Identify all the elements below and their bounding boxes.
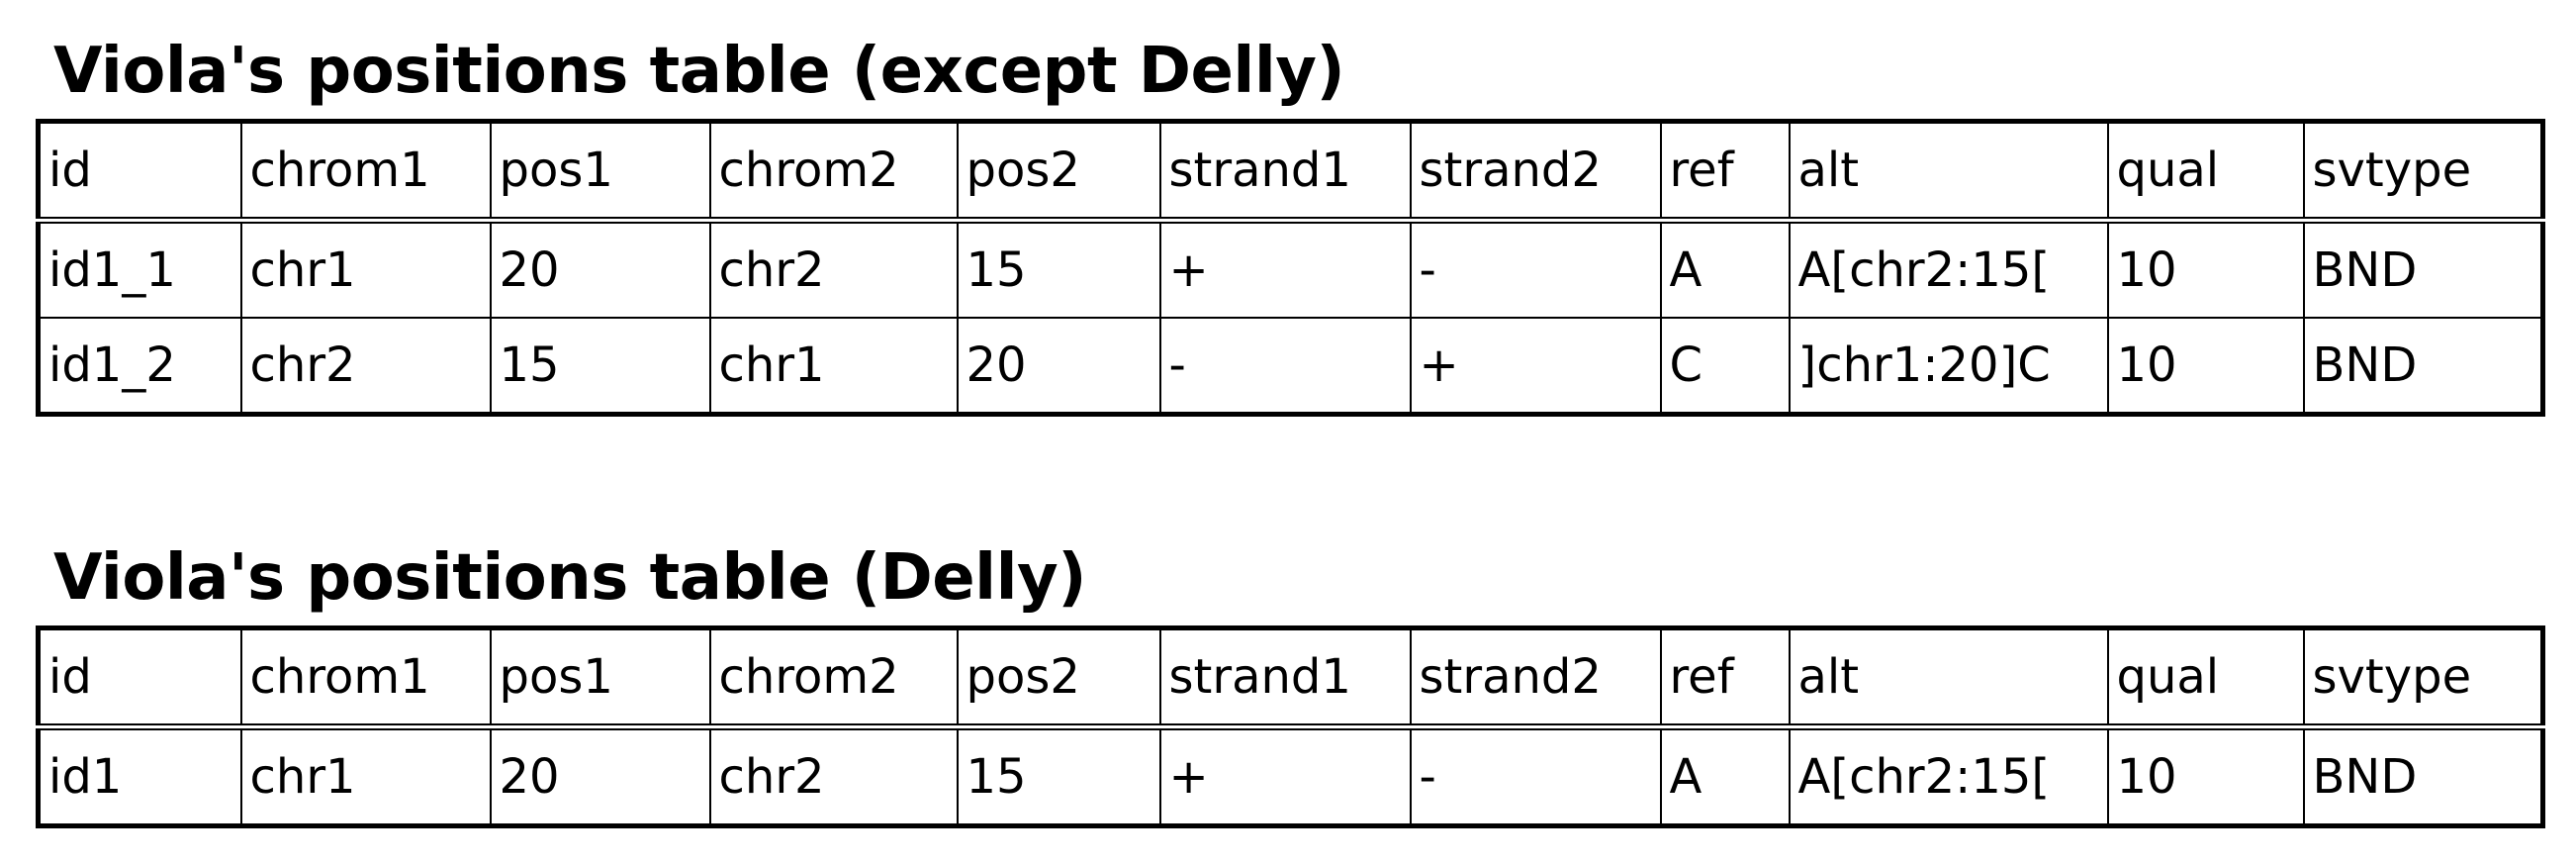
cell: A[chr2:15[ bbox=[1790, 221, 2108, 319]
cell: A bbox=[1661, 727, 1790, 826]
cell: - bbox=[1160, 318, 1411, 415]
column-header: svtype bbox=[2304, 122, 2543, 221]
column-header: pos2 bbox=[958, 628, 1160, 727]
cell: - bbox=[1411, 727, 1661, 826]
column-header: strand2 bbox=[1411, 628, 1661, 727]
table-row bbox=[39, 727, 2543, 826]
cell: id1_2 bbox=[39, 318, 241, 415]
cell: chr1 bbox=[710, 318, 958, 415]
column-header: chrom2 bbox=[710, 122, 958, 221]
column-header: strand1 bbox=[1160, 628, 1411, 727]
cell: chr2 bbox=[710, 727, 958, 826]
cell: C bbox=[1661, 318, 1790, 415]
cell: chr2 bbox=[710, 221, 958, 319]
cell: BND bbox=[2304, 727, 2543, 826]
column-header: ref bbox=[1661, 122, 1790, 221]
section-title: Viola's positions table (except Delly) bbox=[53, 35, 1345, 108]
positions-table bbox=[36, 625, 2545, 828]
cell: + bbox=[1160, 221, 1411, 319]
column-header: id bbox=[39, 122, 241, 221]
cell: chr2 bbox=[241, 318, 491, 415]
cell: + bbox=[1160, 727, 1411, 826]
column-header: chrom1 bbox=[241, 628, 491, 727]
column-header: strand1 bbox=[1160, 122, 1411, 221]
cell: BND bbox=[2304, 221, 2543, 319]
cell: 15 bbox=[958, 221, 1160, 319]
positions-table bbox=[36, 119, 2545, 417]
column-header: chrom1 bbox=[241, 122, 491, 221]
cell: BND bbox=[2304, 318, 2543, 415]
column-header: qual bbox=[2108, 628, 2304, 727]
cell: - bbox=[1411, 221, 1661, 319]
column-header: alt bbox=[1790, 122, 2108, 221]
cell: A bbox=[1661, 221, 1790, 319]
header-row bbox=[39, 628, 2543, 727]
column-header: id bbox=[39, 628, 241, 727]
cell: 20 bbox=[491, 727, 710, 826]
cell: 15 bbox=[491, 318, 710, 415]
cell: 15 bbox=[958, 727, 1160, 826]
column-header: ref bbox=[1661, 628, 1790, 727]
table-row bbox=[39, 318, 2543, 415]
cell: 10 bbox=[2108, 221, 2304, 319]
cell: ]chr1:20]C bbox=[1790, 318, 2108, 415]
column-header: qual bbox=[2108, 122, 2304, 221]
cell: 20 bbox=[958, 318, 1160, 415]
cell: 10 bbox=[2108, 727, 2304, 826]
header-row bbox=[39, 122, 2543, 221]
column-header: chrom2 bbox=[710, 628, 958, 727]
column-header: pos2 bbox=[958, 122, 1160, 221]
positions-section-except-delly bbox=[36, 24, 2540, 417]
section-title: Viola's positions table (Delly) bbox=[53, 541, 1086, 615]
cell: id1 bbox=[39, 727, 241, 826]
column-header: pos1 bbox=[491, 628, 710, 727]
positions-section-delly bbox=[36, 530, 2540, 828]
cell: 10 bbox=[2108, 318, 2304, 415]
cell: chr1 bbox=[241, 727, 491, 826]
table-row bbox=[39, 221, 2543, 319]
cell: A[chr2:15[ bbox=[1790, 727, 2108, 826]
column-header: pos1 bbox=[491, 122, 710, 221]
cell: chr1 bbox=[241, 221, 491, 319]
column-header: alt bbox=[1790, 628, 2108, 727]
cell: + bbox=[1411, 318, 1661, 415]
column-header: svtype bbox=[2304, 628, 2543, 727]
column-header: strand2 bbox=[1411, 122, 1661, 221]
cell: 20 bbox=[491, 221, 710, 319]
cell: id1_1 bbox=[39, 221, 241, 319]
